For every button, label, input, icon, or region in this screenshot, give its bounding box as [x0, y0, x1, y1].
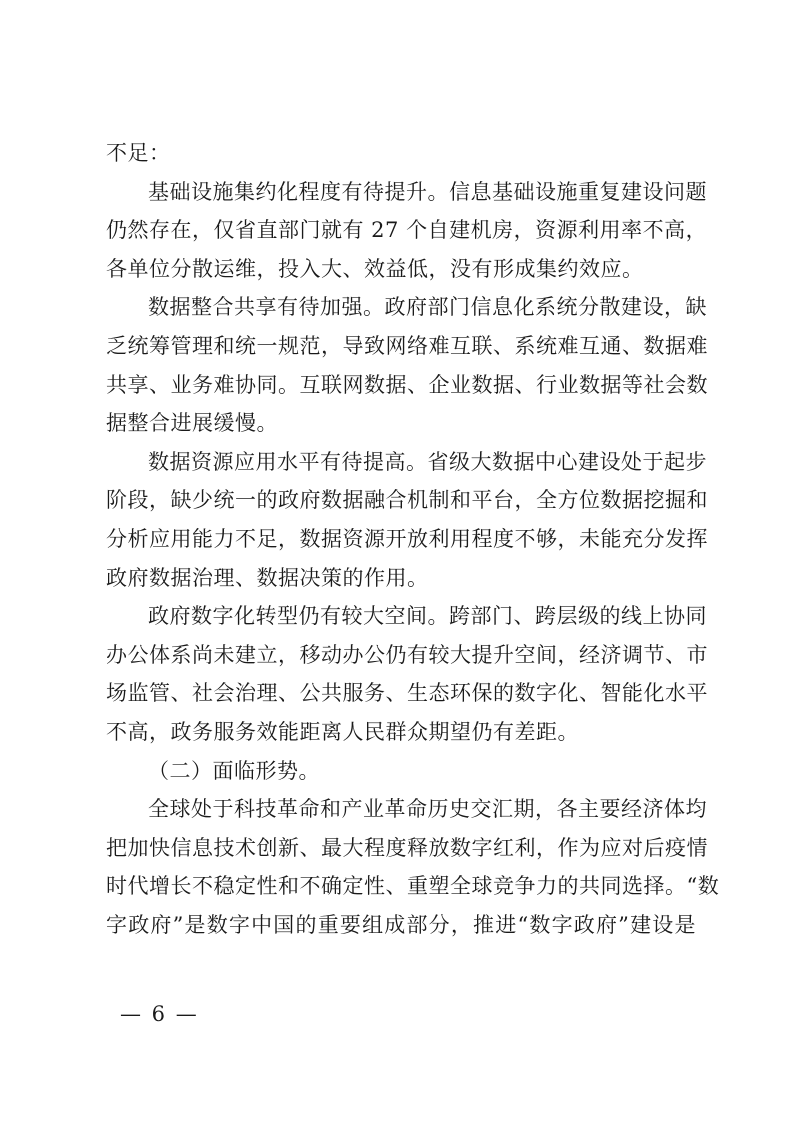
text-line: 数据资源应用水平有待提高。省级大数据中心建设处于起步 [148, 449, 707, 474]
text-line: 全球处于科技革命和产业革命历史交汇期，各主要经济体均 [148, 797, 707, 822]
text-line: 办公体系尚未建立，移动办公仍有较大提升空间，经济调节、市 [106, 642, 708, 667]
text-line: 数据整合共享有待加强。政府部门信息化系统分散建设，缺 [148, 295, 707, 320]
text-line: 字政府”是数字中国的重要组成部分，推进“数字政府”建设是 [106, 912, 696, 937]
text-line: 时代增长不稳定性和不确定性、重塑全球竞争力的共同选择。“数 [106, 874, 720, 899]
text-line: 仍然存在，仅省直部门就有 27 个自建机房，资源利用率不高， [106, 218, 708, 243]
text-line: 把加快信息技术创新、最大程度释放数字红利，作为应对后疫情 [106, 835, 708, 860]
text-line: 场监管、社会治理、公共服务、生态环保的数字化、智能化水平 [106, 681, 708, 706]
text-line: 不足： [106, 141, 171, 165]
section-heading: （二）面临形势。 [148, 758, 320, 783]
text-line: 乏统筹管理和统一规范，导致网络难互联、系统难互通、数据难 [106, 333, 708, 358]
text-line: 政府数据治理、数据决策的作用。 [106, 565, 429, 590]
text-line: 基础设施集约化程度有待提升。信息基础设施重复建设问题 [148, 179, 707, 204]
text-line: 各单位分散运维，投入大、效益低，没有形成集约效应。 [106, 256, 644, 281]
text-line: 政府数字化转型仍有较大空间。跨部门、跨层级的线上协同 [148, 604, 707, 629]
text-line: 阶段，缺少统一的政府数据融合机制和平台，全方位数据挖掘和 [106, 488, 708, 513]
text-line: 不高，政务服务效能距离人民群众期望仍有差距。 [106, 719, 579, 744]
body-text [106, 134, 720, 944]
page-number: — 6 — [120, 1002, 199, 1026]
text-line: 据整合进展缓慢。 [106, 411, 278, 436]
text-line: 分析应用能力不足，数据资源开放利用程度不够，未能充分发挥 [106, 526, 708, 551]
text-line: 共享、业务难协同。互联网数据、企业数据、行业数据等社会数 [106, 372, 708, 397]
